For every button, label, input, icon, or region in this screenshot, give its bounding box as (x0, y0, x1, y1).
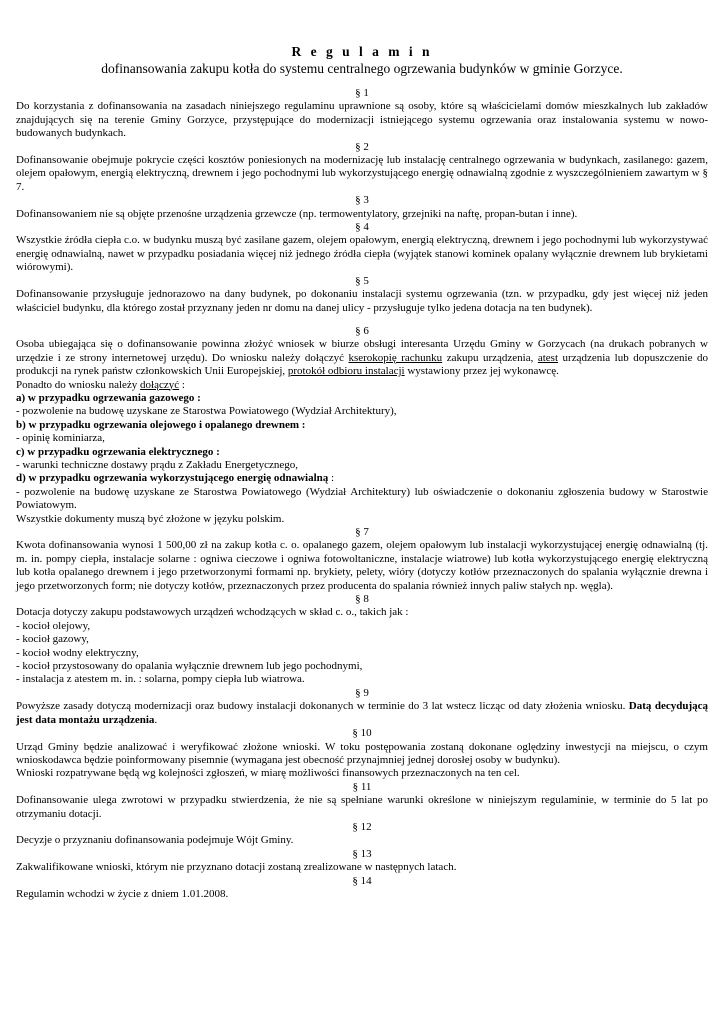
section-13-number: § 13 (352, 847, 372, 860)
case-d-heading: d) w przypadku ogrzewania wykorzystującego energię odnawialną : (16, 472, 335, 485)
section-11-text: Dofinansowanie ulega zwrotowi w przypadku stwierdzenia, że nie są spełniane warunki określone w niniejszym regulaminie, w terminie do 5 lat po otrzymaniu dotacji. (16, 794, 708, 820)
section-6-text-a: Osoba ubiegająca się o dofinansowanie powinna złożyć wniosek w biurze obsługi interesanta Urzędu Gminy w Gorzycach (na drukach pobranych w urzędzie i ze strony internetowej urzędu). Do wniosku należy dołączyć (16, 338, 708, 364)
list-item: - instalacja z atestem m. in. : solarna, pompy ciepła lub wiatrowa. (16, 673, 305, 686)
section-10-number: § 10 (352, 727, 372, 740)
case-c-heading: c) w przypadku ogrzewania elektrycznego : (16, 445, 220, 458)
list-item: - kocioł wodny elektryczny, (16, 646, 139, 659)
section-12-number: § 12 (352, 820, 372, 833)
section-4-number: § 4 (355, 221, 369, 234)
case-b-item: - opinię kominiarza, (16, 432, 105, 445)
section-4-text: Wszystkie źródła ciepła c.o. w budynku muszą być zasilane gazem, olejem opałowym, energią elektryczną, drewnem i jego pochodnymi lub wykorzystywać energię odnawialną, nawet w przypadku posiadania więcej niż jednego źródła ciepła (wyjątek stanowi kominek opalany wyłącznie drewnem lub brykietami wiórowymi). (16, 234, 708, 274)
decisive-date-note: Datą decydującą jest data montażu urządzenia (16, 700, 708, 726)
section-7-text: Kwota dofinansowania wynosi 1 500,00 zł na zakup kotła c. o. opalanego gazem, olejem opałowym lub instalacji wykorzystującej energię odnawialną (tj. m. in. pompy ciepła, instalacje solarne : ogniwa cieczowe i ogniwa fotowoltaniczne, instalacje wiatrowe) lub kotła wykorzystującego energię elektryczną lub kotła opalanego drewnem i jego przetworzonymi formami np. brykiety, pelety, wióry (dotyczy kotłów przeznaczonych do spalania wyłącznie drewna i jego przetworzonych form; nie dotyczy kotłów, przeznaczonych przez producenta do spalania również innych paliw stałych np. węgla). (16, 539, 708, 592)
section-6-text-c: urządzenia lub dopuszczenie do produkcji na rynek państw członkowskich Unii Europejskiej, (16, 351, 708, 378)
section-6-text-d: wystawiony przez jej wykonawcę. (404, 365, 559, 378)
section-13-text: Zakwalifikowane wnioski, którym nie przyznano dotacji zostaną zrealizowane w następnych latach. (16, 861, 457, 874)
section-6-number: § 6 (355, 324, 369, 337)
section-6-text-b: zakupu urządzenia, (442, 351, 538, 364)
list-item: - kocioł gazowy, (16, 633, 89, 646)
list-item: - kocioł olejowy, (16, 619, 91, 632)
case-a-heading: a) w przypadku ogrzewania gazowego : (16, 391, 201, 404)
document-subtitle: dofinansowania zakupu kotła do systemu centralnego ogrzewania budynków w gminie Gorzyce. (101, 61, 623, 76)
section-14-text: Regulamin wchodzi w życie z dniem 1.01.2008. (16, 887, 229, 900)
section-3-text: Dofinansowaniem nie są objęte przenośne urządzenia grzewcze (np. termowentylatory, grzejniki na naftę, propan-butan i inne). (16, 207, 578, 220)
section-10-text: Urząd Gminy będzie analizować i weryfikować złożone wnioski. W toku postępowania zostaną dokonane oględziny inwestycji na miejscu, o czym wnioskodawca będzie poinformowany pisemnie (wymagana jest obecność przynajmniej jednej dorosłej osoby w budynku). (16, 740, 708, 766)
section-7-number: § 7 (355, 526, 369, 538)
section-1-number: § 1 (355, 87, 369, 99)
list-item: - kocioł przystosowany do opalania wyłącznie drewnem lub jego pochodnymi, (16, 660, 363, 673)
section-5-text: Dofinansowanie przysługuje jednorazowo na dany budynek, po dokonaniu instalacji systemu ogrzewania (tzn. w przypadku, gdy jest więcej niż jeden właściciel budynku, dla którego został przyznany jeden nr domu na danej ulicy - przysługuje tylko jedena dotacja na ten budynek). (16, 288, 708, 314)
section-6-language-note: Wszystkie dokumenty muszą być złożone w języku polskim. (16, 512, 285, 525)
section-11-number: § 11 (352, 780, 372, 793)
case-b-heading: b) w przypadku ogrzewania olejowego i opalanego drewnem : (16, 418, 306, 431)
section-2-number: § 2 (355, 140, 369, 153)
section-3-number: § 3 (355, 194, 369, 207)
receipt-copy-requirement: kserokopię rachunku (348, 351, 443, 364)
acceptance-protocol-requirement: protokół odbioru instalacji (287, 365, 405, 378)
section-12-text: Decyzje o przyznaniu dofinansowania podejmuje Wójt Gminy. (16, 834, 294, 847)
section-6-paragraph (16, 338, 708, 378)
case-d-item: - pozwolenie na budowę uzyskane ze Starostwa Powiatowego (Wydział Architektury) lub oświadczenie o dokonaniu zgłoszenia budowy w Starostwie Powiatowym. (16, 485, 708, 512)
certificate-requirement: atest (537, 351, 559, 364)
document-title: R e g u l a m i n (291, 44, 433, 59)
section-8-intro: Dotacja dotyczy zakupu podstawowych urządzeń wchodzących w skład c. o., takich jak : (16, 606, 409, 619)
case-c-item: - warunki techniczne dostawy prądu z Zakładu Energetycznego, (16, 458, 299, 471)
section-9-number: § 9 (355, 686, 369, 699)
section-6-attachments-intro: Ponadto do wniosku należy dołączyć : (16, 378, 185, 391)
section-10-text-2: Wnioski rozpatrywane będą wg kolejności zgłoszeń, w miarę możliwości finansowych przeznaczonych na ten cel. (16, 767, 520, 780)
section-1-text: Do korzystania z dofinansowania na zasadach niniejszego regulaminu uprawnione są osoby, które są właścicielami domów mieszkalnych lub zakładów znajdujących się na terenie Gminy Gorzyce, przystępujące do modernizacji istniejącego systemu ogrzewania oraz instalowania systemu w nowo-budowanych budynkach. (16, 100, 708, 140)
section-8-number: § 8 (355, 593, 369, 606)
section-14-number: § 14 (352, 874, 372, 887)
section-9-text: Powyższe zasady dotyczą modernizacji oraz budowy instalacji dokonanych w terminie do 3 lat wstecz licząc od daty złożenia wniosku. Datą decydującą jest data montażu urządzenia. (16, 700, 708, 726)
section-2-text: Dofinansowanie obejmuje pokrycie części kosztów poniesionych na modernizację lub instalację centralnego ogrzewania w budynkach, zasilanego: gazem, olejem opałowym, energią elektryczną, drewnem i jego pochodnymi lub wykorzystującego energię odnawialną zgodnie z wyszczególnieniem zawartym w § 7. (16, 154, 708, 193)
case-a-item: - pozwolenie na budowę uzyskane ze Starostwa Powiatowego (Wydział Architektury), (16, 405, 397, 418)
section-5-number: § 5 (355, 274, 369, 287)
